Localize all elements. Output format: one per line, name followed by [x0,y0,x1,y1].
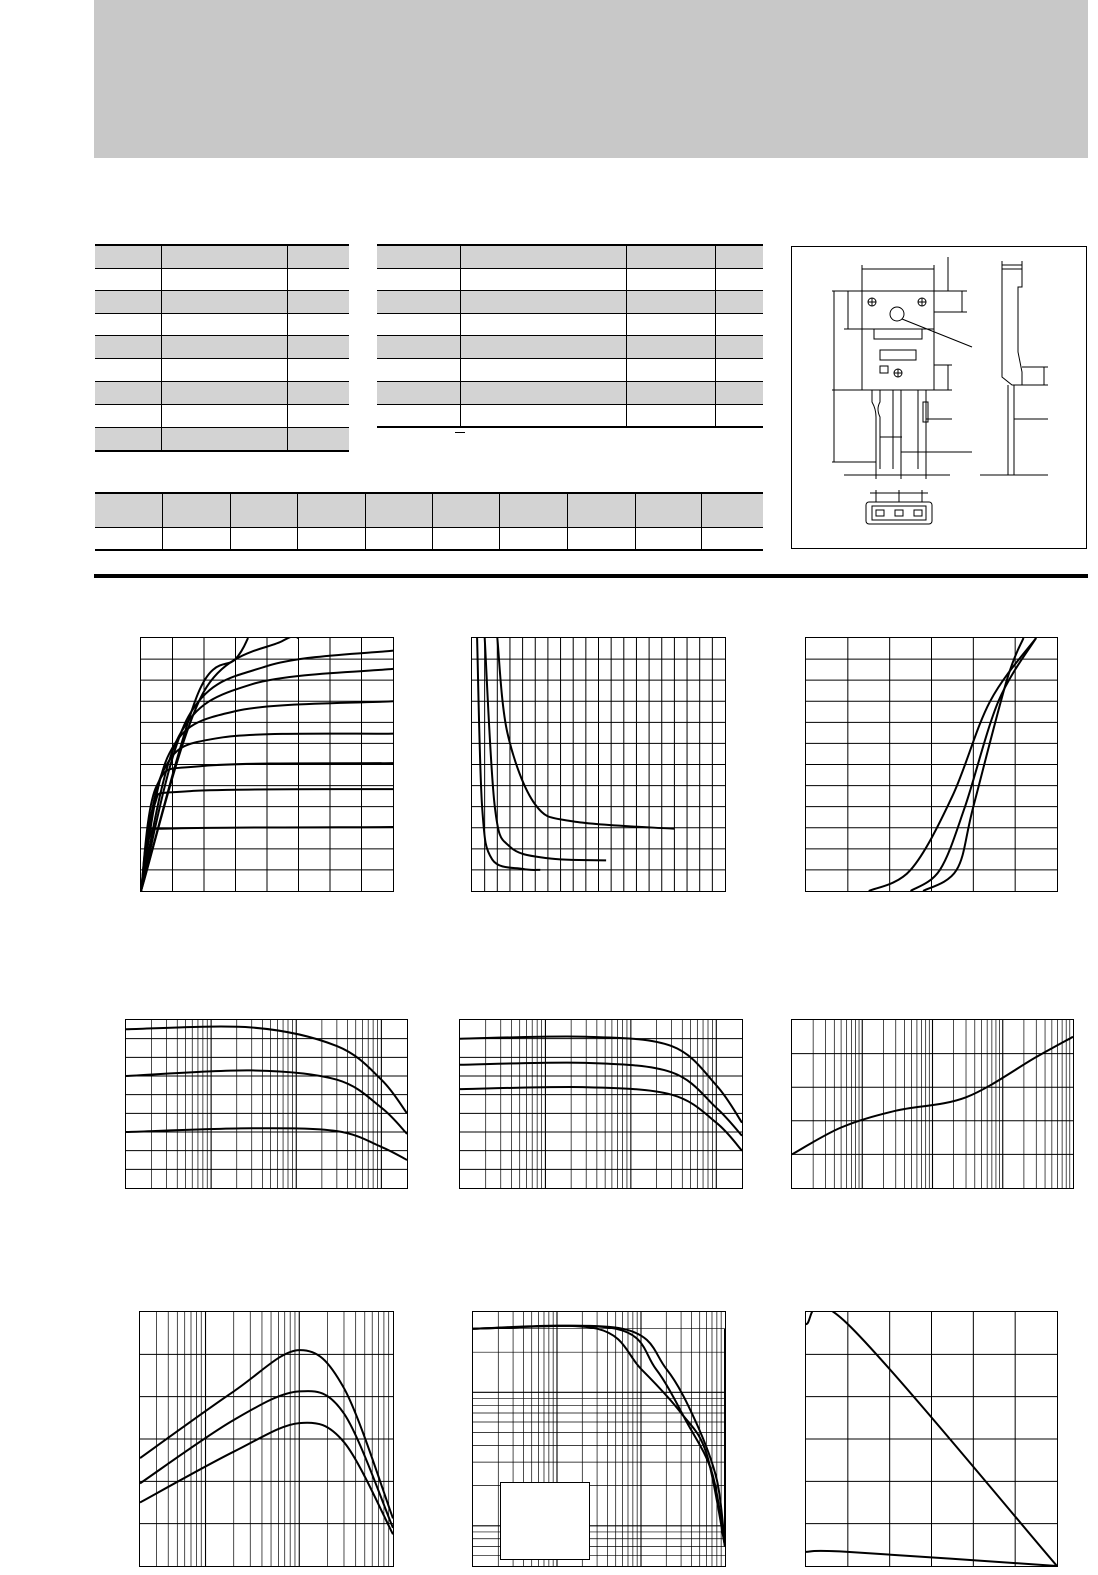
chart-5-curves [460,1037,742,1151]
chart-9 [805,1311,1058,1567]
chart-1 [140,637,394,892]
chart-4-curves [126,1027,407,1160]
chart-5-series-2 [460,1063,742,1136]
chart-3-grid [806,638,1057,891]
chart-3-plot [806,638,1057,891]
chart-7-plot [140,1312,393,1566]
chart-4-plot [126,1020,407,1188]
chart-2-grid [472,638,725,891]
chart-5-plot [460,1020,742,1188]
chart-5-series-3 [460,1087,742,1151]
section-divider [94,574,1088,578]
classification-table [95,492,763,552]
chart-9-plot [806,1312,1057,1566]
chart-4-series-3 [126,1128,407,1160]
chart-4 [125,1019,408,1189]
chart-7-curves [140,1350,393,1534]
chart-4-grid [126,1020,407,1188]
header-title-band [94,0,1088,158]
chart-5 [459,1019,743,1189]
chart-3 [805,637,1058,892]
chart-2-series-2 [485,638,606,860]
chart-6-plot [792,1020,1073,1188]
chart-8 [472,1311,726,1567]
chart-8-legend-box [500,1482,590,1560]
chart-6 [791,1019,1074,1189]
package-outline-box [791,246,1087,549]
chart-5-grid [460,1020,742,1188]
electrical-characteristics-table [377,244,763,432]
chart-2 [471,637,726,892]
chart-2-plot [472,638,725,891]
to3p-package-outline-icon [792,247,1086,548]
chart-6-grid [792,1020,1073,1188]
chart-4-series-2 [126,1070,407,1134]
absolute-ratings-table [95,244,349,454]
chart-1-plot [141,638,393,891]
chart-9-grid [806,1312,1057,1566]
chart-7 [139,1311,394,1567]
chart-7-grid [140,1312,393,1566]
chart-2-curves [477,638,674,870]
